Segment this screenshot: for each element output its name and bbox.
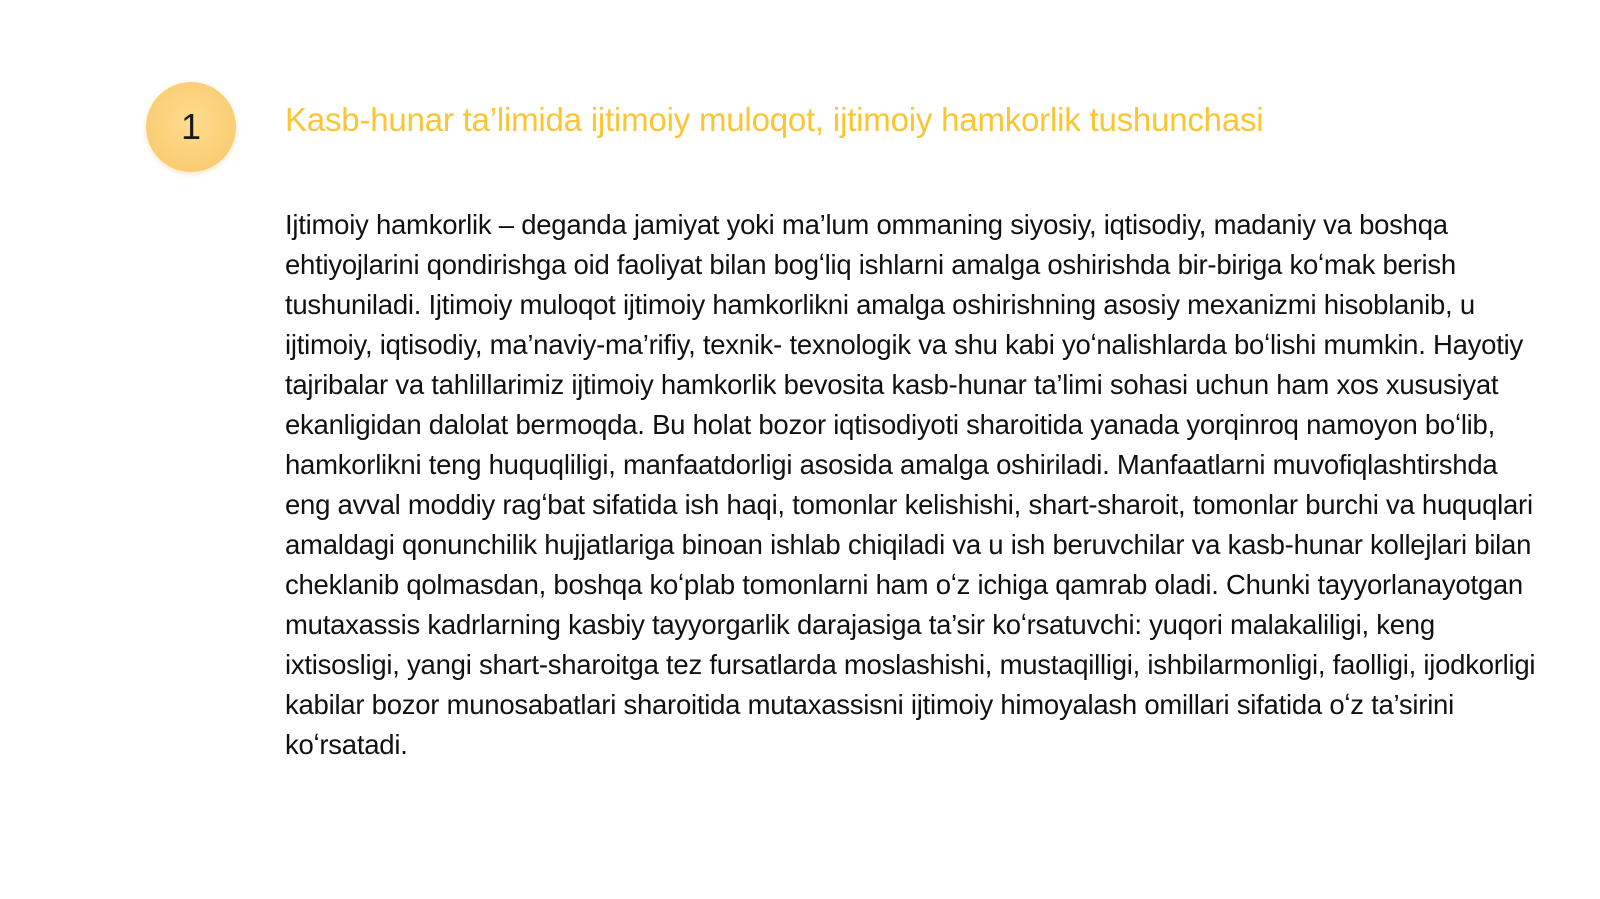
slide-title: Kasb-hunar ta’limida ijtimoiy muloqot, ijtimoiy hamkorlik tushunchasi [285, 101, 1264, 138]
section-number-badge [146, 82, 236, 172]
body-paragraph: Ijtimoiy hamkorlik – deganda jamiyat yoki ma’lum ommaning siyosiy, iqtisodiy, madaniy va boshqa ehtiyojlarini qondirishga oid faoliyat bilan bogʻliq ishlarni amalga oshirishda bir-biriga koʻmak berish tushuniladi. Ijtimoiy muloqot ijtimoiy hamkorlikni amalga oshirishning asosiy mexanizmi hisoblanib, u ijtimoiy, iqtisodiy, ma’naviy-ma’rifiy, texnik- texnologik va shu kabi yoʻnalishlarda boʻlishi mumkin. Hayotiy tajribalar va tahlillarimiz ijtimoiy hamkorlik bevosita kasb-hunar ta’limi sohasi uchun ham xos xususiyat ekanligidan dalolat bermoqda. Bu holat bozor iqtisodiyoti sharoitida yanada yorqinroq namoyon boʻlib, hamkorlikni teng huquqliligi, manfaatdorligi asosida amalga oshiriladi. Manfaatlarni muvofiqlashtirshda eng avval moddiy ragʻbat sifatida ish haqi, tomonlar kelishishi, shart-sharoit, tomonlar burchi va huquqlari amaldagi qonunchilik hujjatlariga binoan ishlab chiqiladi va u ish beruvchilar va kasb-hunar kollejlari bilan cheklanib qolmasdan, boshqa koʻplab tomonlarni ham oʻz ichiga qamrab oladi. Chunki tayyorlanayotgan mutaxassis kadrlarning kasbiy tayyorgarlik darajasiga ta’sir koʻrsatuvchi: yuqori malakaliligi, keng ixtisosligi, yangi shart-sharoitga tez fursatlarda moslashishi, mustaqilligi, ishbilarmonligi, faolligi, ijodkorligi kabilar bozor munosabatlari sharoitida mutaxassisni ijtimoiy himoyalash omillari sifatida oʻz ta’sirini koʻrsatadi. [285, 209, 1536, 760]
section-number: 1 [180, 106, 202, 147]
